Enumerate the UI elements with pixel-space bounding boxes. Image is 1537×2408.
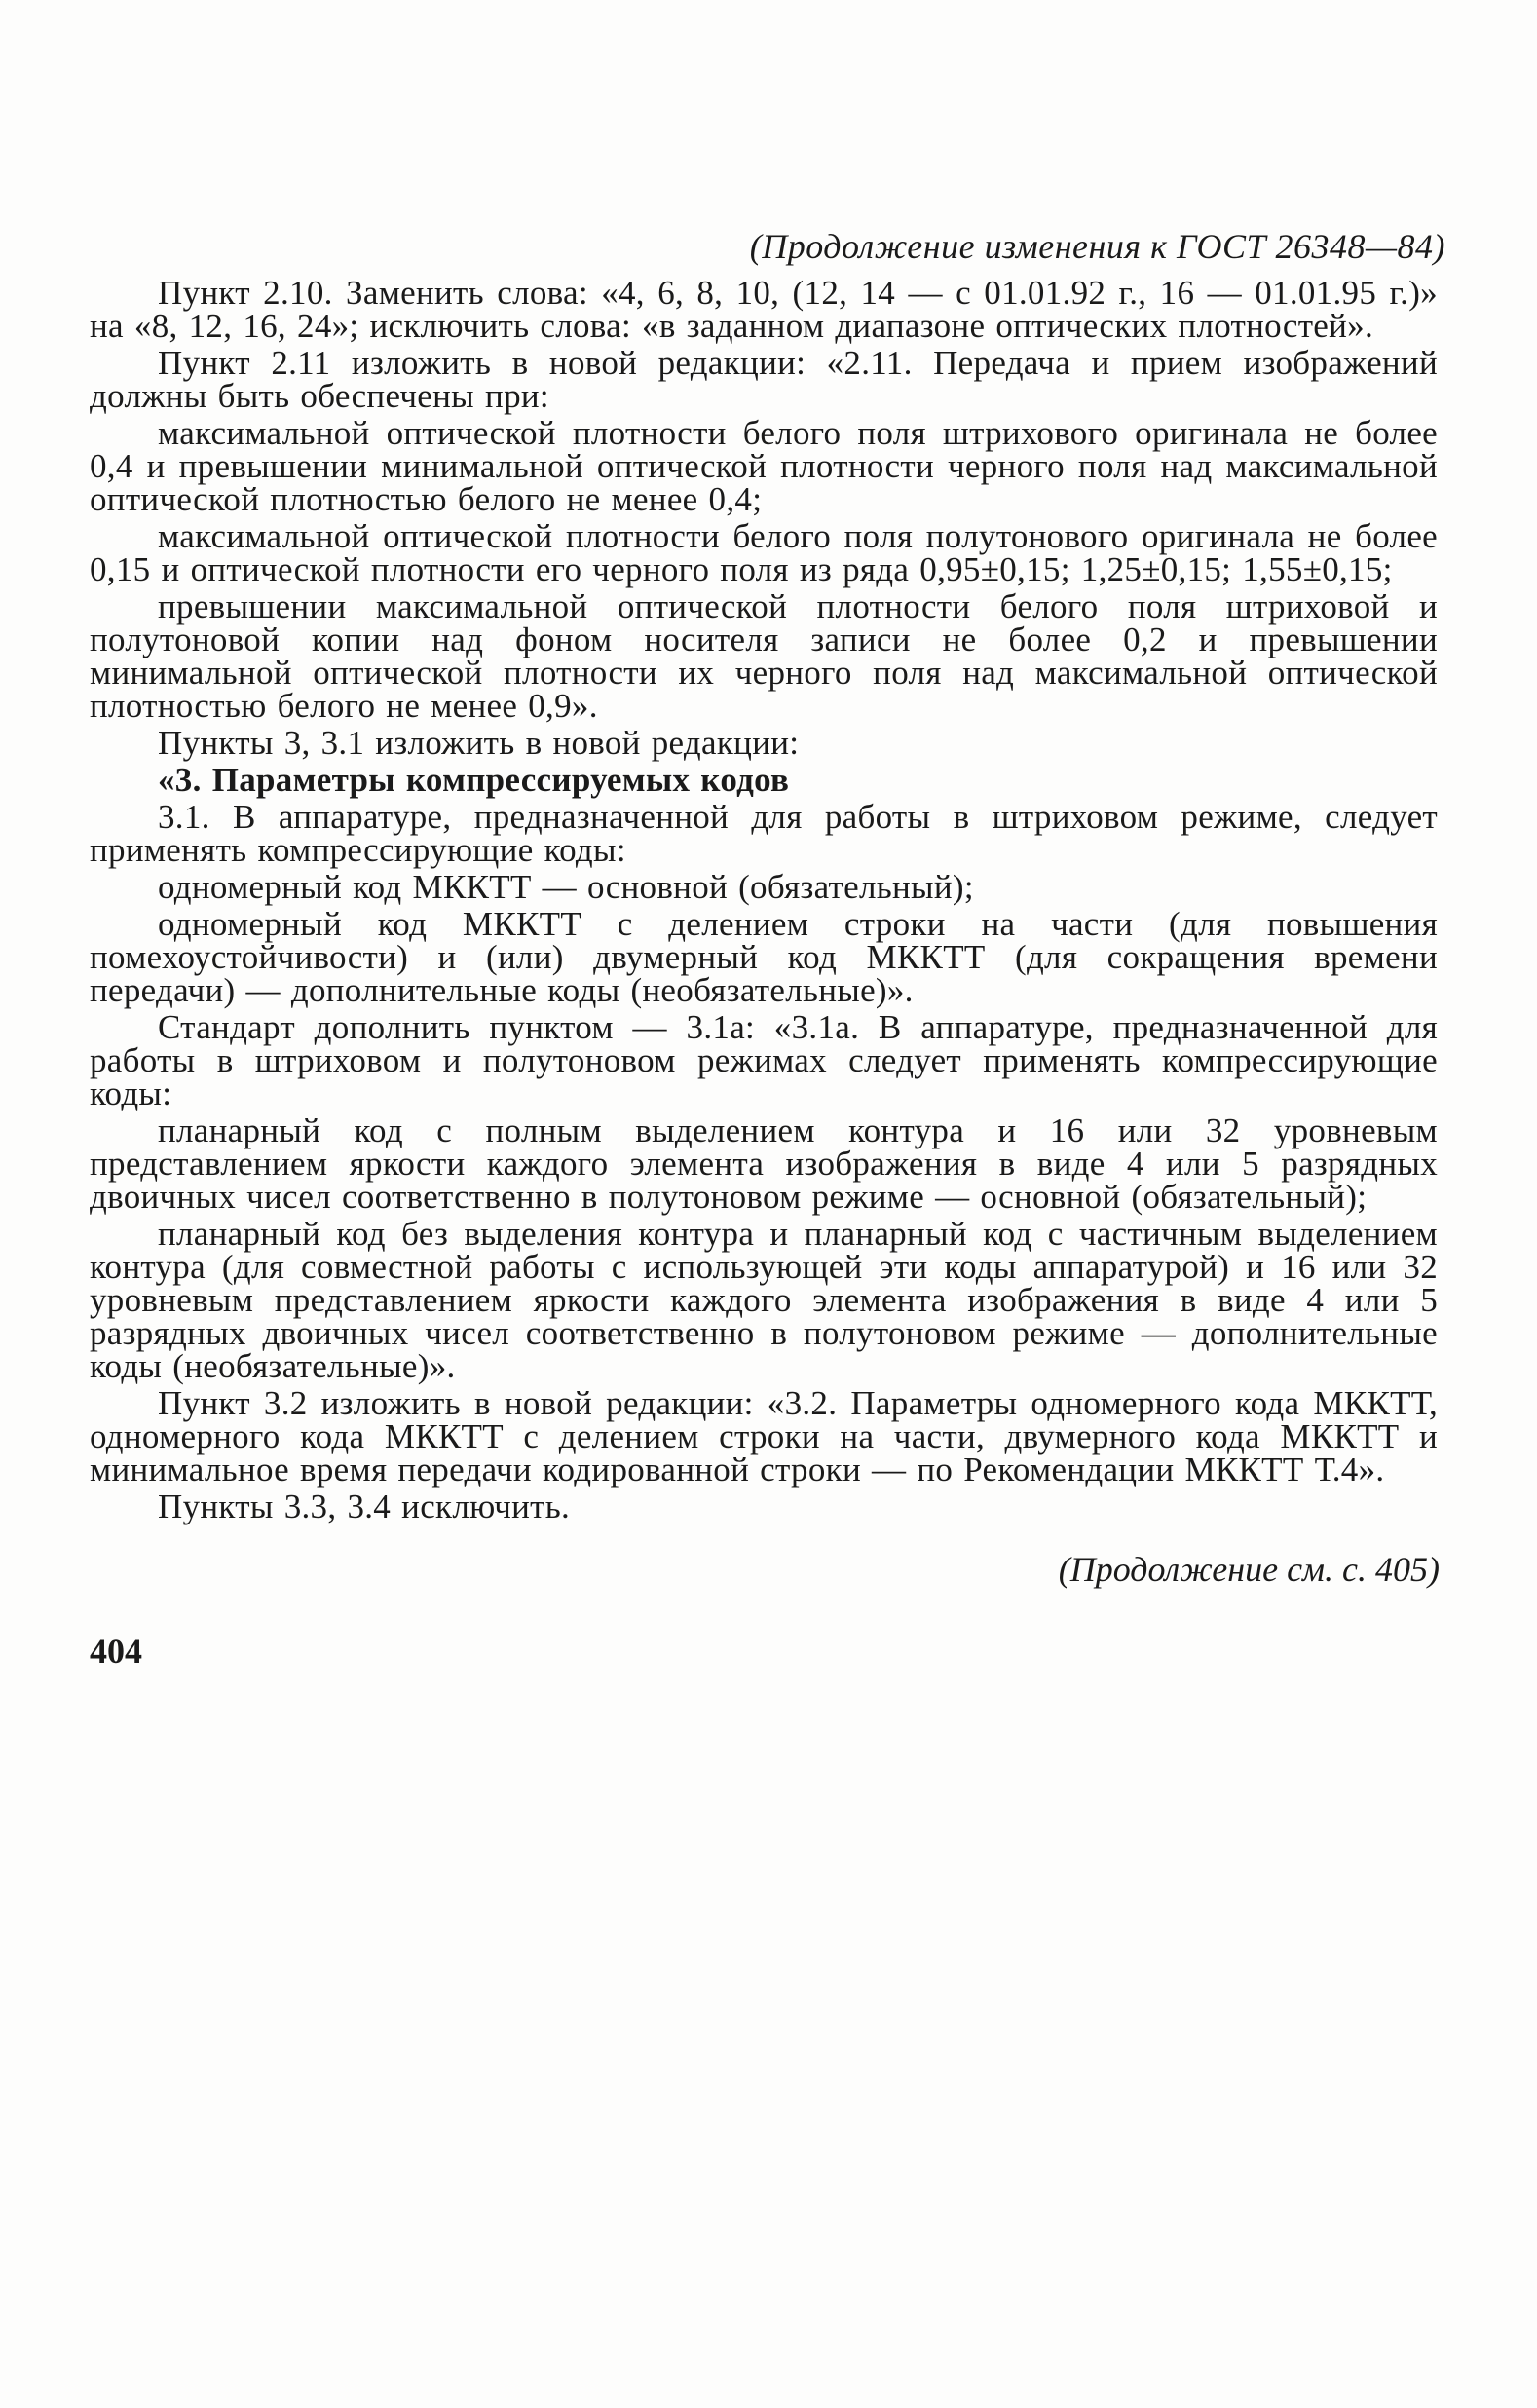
paragraph-3-intro: Пункты 3, 3.1 изложить в новой редакции: — [158, 724, 800, 762]
paragraph-3-3-3-4: Пункты 3.3, 3.4 исключить. — [158, 1487, 571, 1525]
continuation-footer: (Продолжение см. с. 405) — [1058, 1550, 1440, 1589]
paragraph-2-11-item-2: максимальной оптической плотности белого поля полутонового оригинала не более 0,15 и оптической плотности его черного поля из ряда 0,95±0,15; 1,25±0,15; 1,55±0,15; — [90, 517, 1438, 588]
paragraph-2-11-item-1: максимальной оптической плотности белого поля штрихового оригинала не более 0,4 и превышении минимальной оптической плотности черного поля над максимальной оптической плотностью белого не менее 0,4; — [90, 414, 1438, 518]
paragraph-3-1-item-1: одномерный код МККТТ — основной (обязательный); — [158, 868, 974, 906]
paragraph-2-11: Пункт 2.11 изложить в новой редакции: «2.11. Передача и прием изображений должны быть обеспечены при: — [90, 344, 1438, 415]
continuation-header: (Продолжение изменения к ГОСТ 26348—84) — [749, 227, 1445, 266]
page-number: 404 — [90, 1632, 142, 1671]
document-body — [90, 274, 1438, 1527]
paragraph-3-1a-item-2: планарный код без выделения контура и планарный код с частичным выделением контура (для совместной работы с использующей эти коды аппаратурой) и 16 или 32 уровневым представлением яркости каждого элемента изображения в виде 4 или 5 разрядных двоичных чисел соответственно в полутоновом режиме — дополнительные коды (необязательные)». — [90, 1215, 1438, 1385]
paragraph-3-1a: Стандарт дополнить пунктом — 3.1а: «3.1а. В аппаратуре, предназначенной для работы в штриховом и полутоновом режимах следует применять компрессирующие коды: — [90, 1008, 1438, 1112]
paragraph-2-10: Пункт 2.10. Заменить слова: «4, 6, 8, 10, (12, 14 — с 01.01.92 г., 16 — 01.01.95 г.)» на «8, 12, 16, 24»; исключить слова: «в заданном диапазоне оптических плотностей». — [90, 274, 1438, 345]
paragraph-3-1: 3.1. В аппаратуре, предназначенной для работы в штриховом режиме, следует применять компрессирующие коды: — [90, 798, 1438, 869]
paragraph-3-1-item-2: одномерный код МККТТ с делением строки на части (для повышения помехоустойчивости) и (или) двумерный код МККТТ (для сокращения времени передачи) — дополнительные коды (необязательные)». — [90, 905, 1438, 1009]
paragraph-3-1a-item-1: планарный код с полным выделением контура и 16 или 32 уровневым представлением яркости каждого элемента изображения в виде 4 или 5 разрядных двоичных чисел соответственно в полутоновом режиме — основной (обязательный); — [90, 1111, 1438, 1216]
paragraph-3-2: Пункт 3.2 изложить в новой редакции: «3.2. Параметры одномерного кода МККТТ, одномерного кода МККТТ с делением строки на части, двумерного кода МККТТ и минимальное время передачи кодированной строки — по Рекомендации МККТТ Т.4». — [90, 1384, 1438, 1488]
paragraph-2-11-item-3: превышении максимальной оптической плотности белого поля штриховой и полутоновой копии над фоном носителя записи не более 0,2 и превышении минимальной оптической плотности их черного поля над максимальной оптической плотностью белого не менее 0,9». — [90, 587, 1438, 725]
section-heading-3: «3. Параметры компрессируемых кодов — [158, 761, 790, 799]
